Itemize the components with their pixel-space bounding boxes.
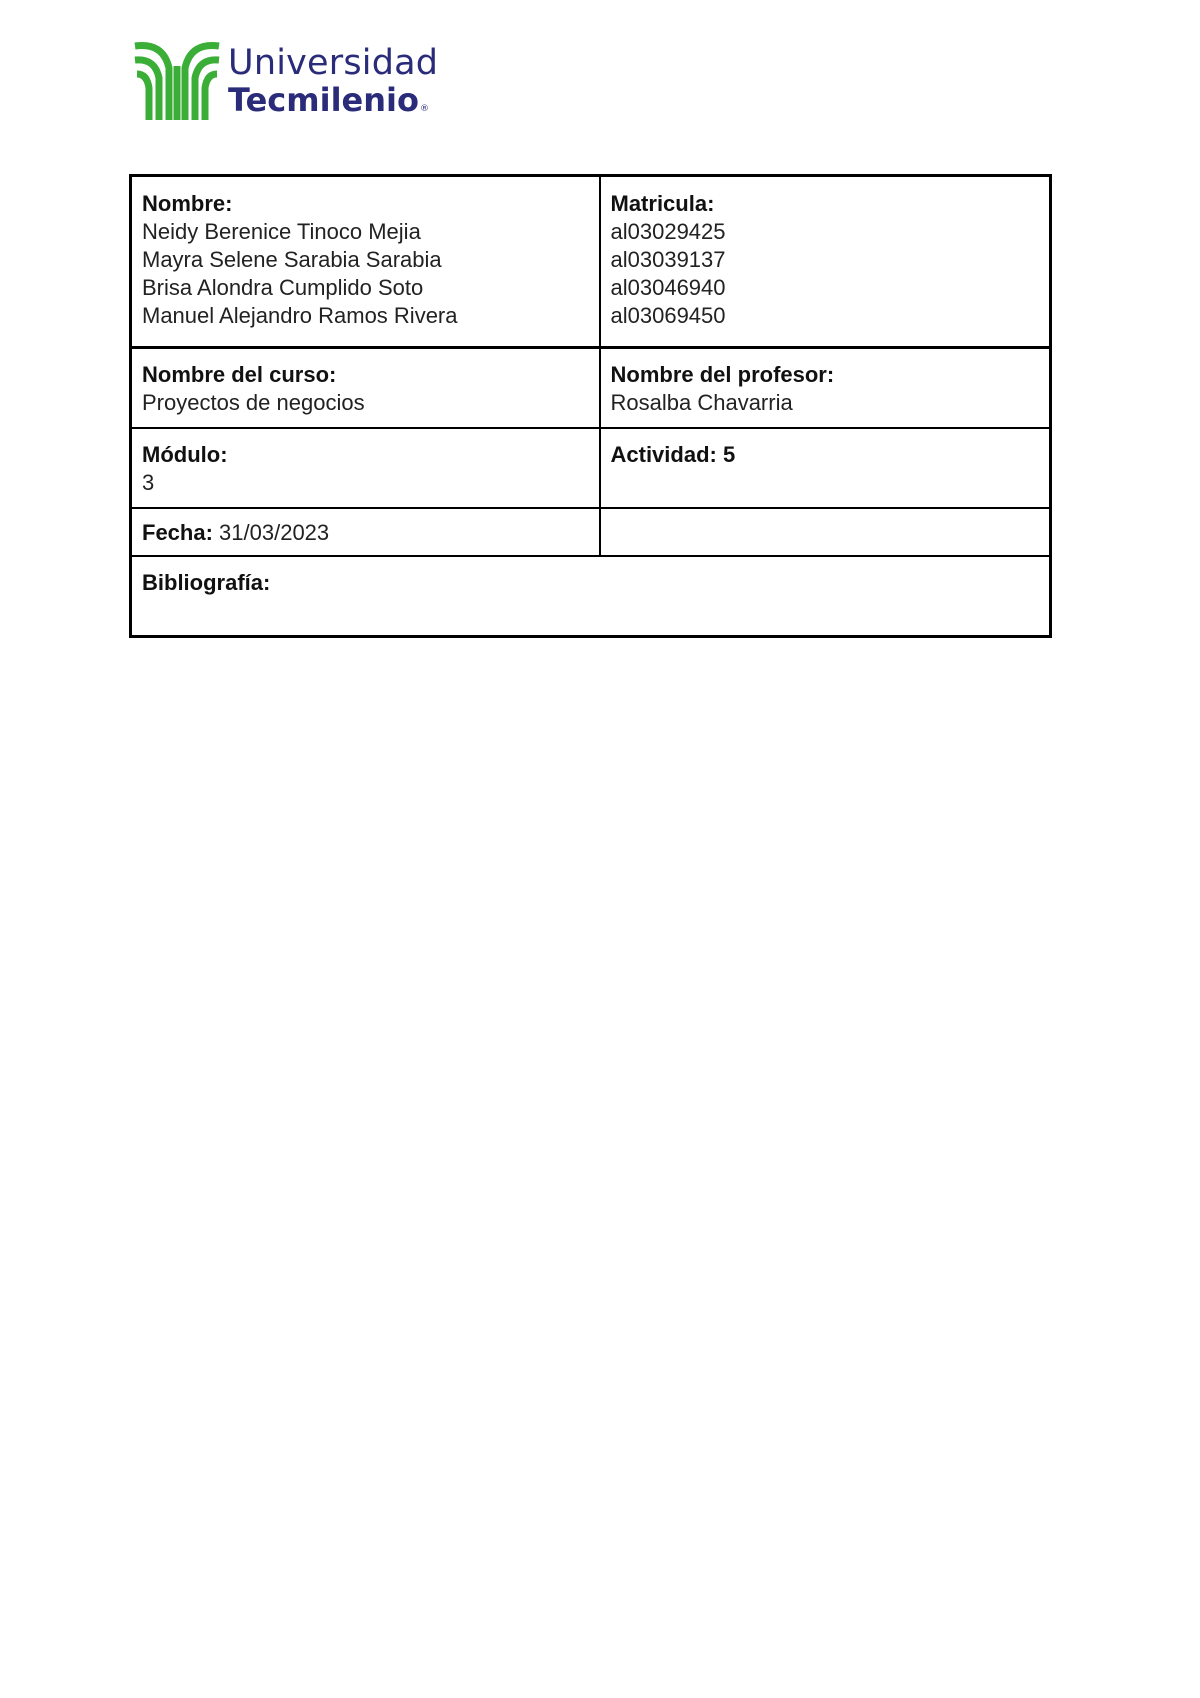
nombre-label: Nombre: [142, 191, 233, 216]
logo-wordmark-tecmilenio: Tecmilenio [228, 81, 419, 119]
university-logo [133, 38, 463, 122]
empty-cell [600, 508, 1051, 556]
course-cell [131, 348, 600, 429]
modulo-value: 3 [142, 470, 155, 495]
student-name: Mayra Selene Sarabia Sarabia [142, 247, 442, 272]
student-id: al03046940 [610, 275, 726, 300]
fecha-value: 31/03/2023 [219, 520, 330, 545]
fecha-line [142, 519, 589, 547]
palm-leaves-icon [133, 38, 223, 122]
student-id: al03069450 [610, 303, 726, 328]
curso-label: Nombre del curso: [142, 362, 337, 387]
logo-wordmark-line2 [228, 81, 429, 119]
professor-cell [600, 348, 1051, 429]
student-id: al03039137 [610, 247, 726, 272]
student-info-table [129, 174, 1052, 638]
student-name: Manuel Alejandro Ramos Rivera [142, 303, 458, 328]
bibliography-cell [131, 556, 1051, 637]
bibliografia-label: Bibliografía: [142, 570, 271, 595]
student-id: al03029425 [610, 219, 726, 244]
actividad-line [611, 441, 1040, 469]
date-cell [131, 508, 600, 556]
profesor-value: Rosalba Chavarria [610, 390, 793, 415]
student-name: Brisa Alondra Cumplido Soto [142, 275, 424, 300]
actividad-label: Actividad: [610, 442, 717, 467]
bibliography-row [131, 556, 1051, 637]
logo-wordmark-line1: Universidad [228, 43, 439, 83]
course-row [131, 348, 1051, 429]
modulo-label: Módulo: [142, 442, 228, 467]
module-cell [131, 428, 600, 508]
registered-mark: ® [419, 104, 429, 114]
names-row [131, 176, 1051, 348]
date-row [131, 508, 1051, 556]
profesor-label: Nombre del profesor: [610, 362, 835, 387]
fecha-label: Fecha: [142, 520, 213, 545]
actividad-value: 5 [722, 442, 736, 467]
activity-cell [600, 428, 1051, 508]
names-cell [131, 176, 600, 348]
curso-value: Proyectos de negocios [142, 390, 365, 415]
student-name: Neidy Berenice Tinoco Mejia [142, 219, 421, 244]
matricula-cell [600, 176, 1051, 348]
matricula-label: Matricula: [610, 191, 715, 216]
module-row [131, 428, 1051, 508]
